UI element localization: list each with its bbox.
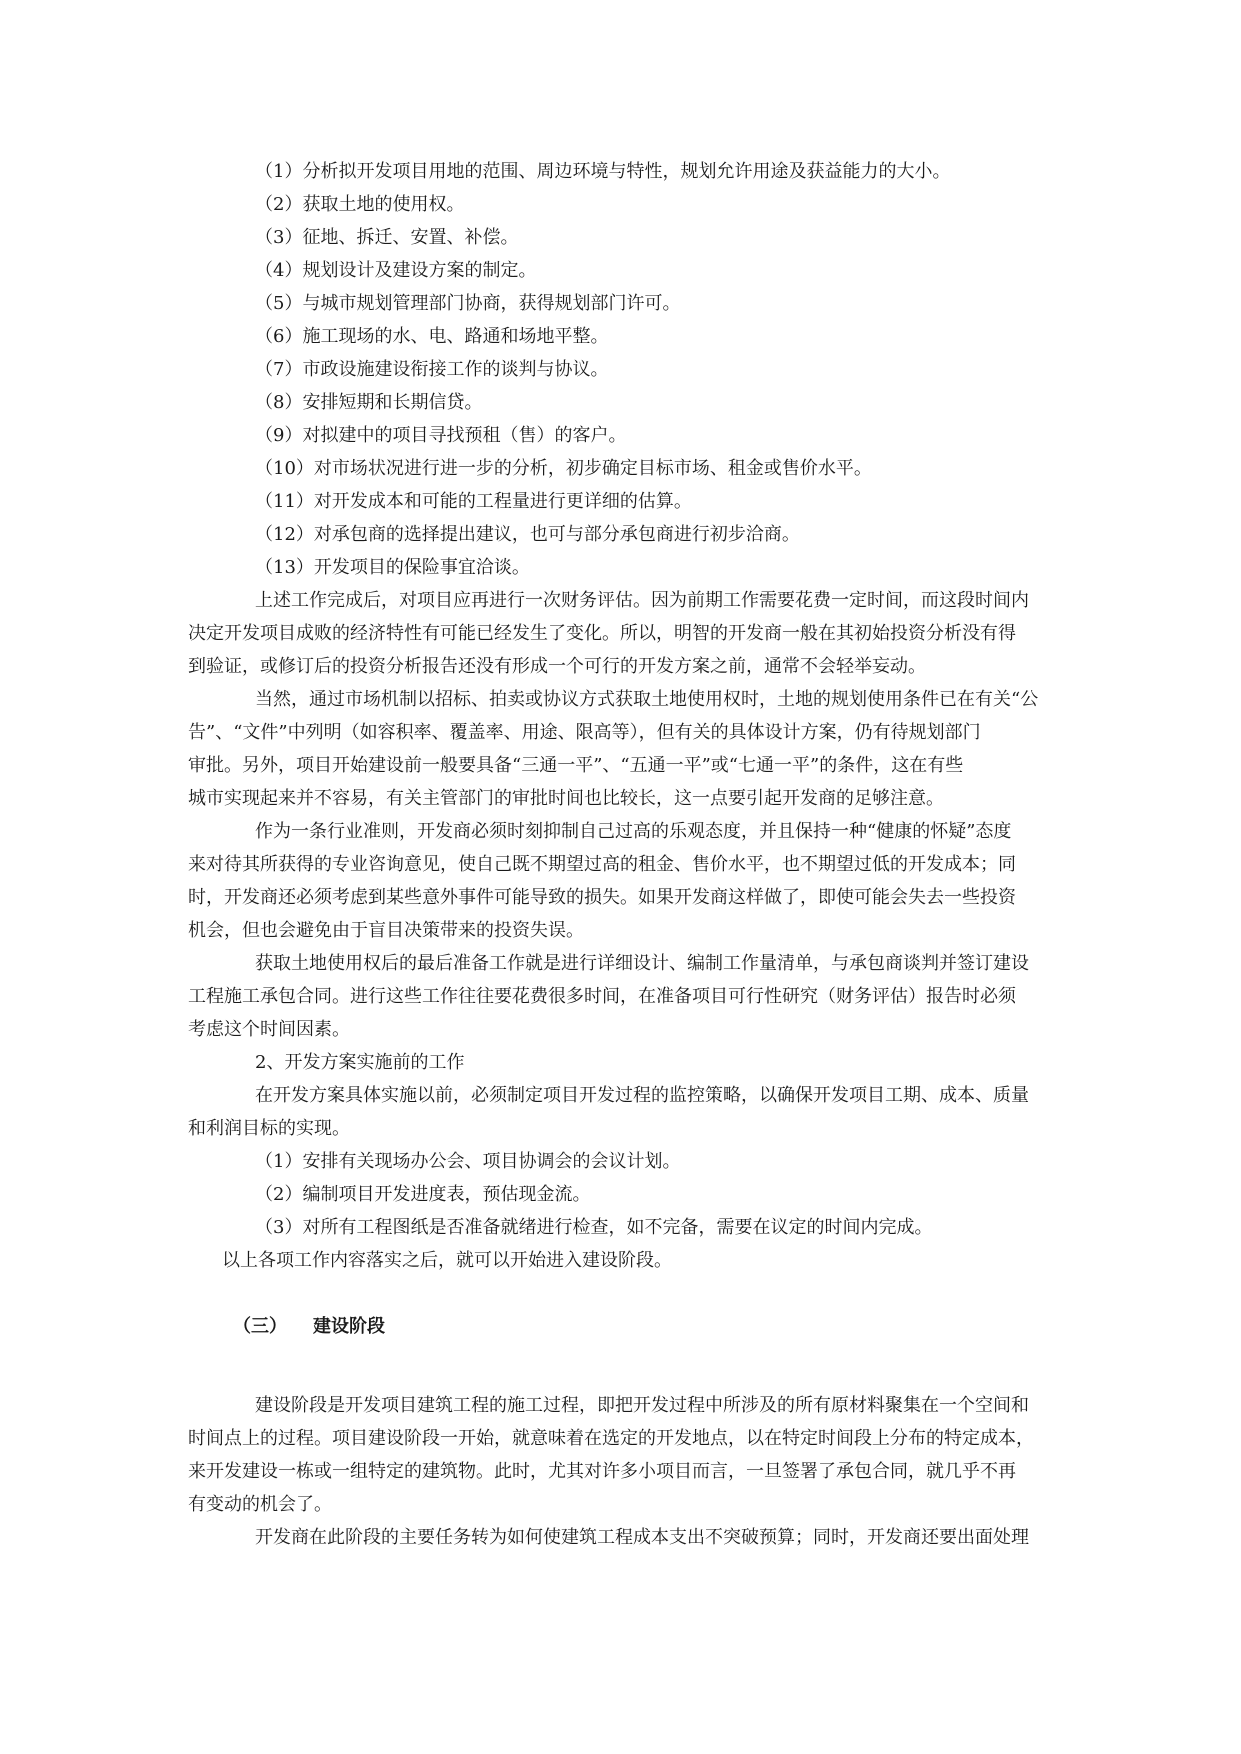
list-item: （7）市政设施建设衔接工作的谈判与协议。: [255, 359, 609, 380]
paragraph-line: 时，开发商还必须考虑到某些意外事件可能导致的损失。如果开发商这样做了，即使可能会失去一些投资: [188, 887, 1016, 908]
paragraph-line: 到验证，或修订后的投资分析报告还没有形成一个可行的开发方案之前，通常不会轻举妄动。: [188, 656, 926, 677]
list-item: （4）规划设计及建设方案的制定。: [255, 260, 537, 281]
list-item: （13）开发项目的保险事宜洽谈。: [255, 557, 530, 578]
list-item: （12）对承包商的选择提出建议，也可与部分承包商进行初步洽商。: [255, 524, 800, 545]
paragraph-line: 来开发建设一栋或一组特定的建筑物。此时，尤其对许多小项目而言，一旦签署了承包合同，就几乎不再: [188, 1461, 1016, 1482]
list-item: （10）对市场状况进行进一步的分析，初步确定目标市场、租金或售价水平。: [255, 458, 872, 479]
paragraph-line: 时间点上的过程。项目建设阶段一开始，就意味着在选定的开发地点，以在特定时间段上分布的特定成本，: [188, 1428, 1034, 1449]
paragraph-line: 上述工作完成后，对项目应再进行一次财务评估。因为前期工作需要花费一定时间，而这段时间内: [255, 590, 1029, 611]
paragraph-line: 机会，但也会避免由于盲目决策带来的投资失误。: [188, 920, 584, 941]
list-item: （6）施工现场的水、电、路通和场地平整。: [255, 326, 609, 347]
paragraph-line: 考虑这个时间因素。: [188, 1019, 350, 1040]
paragraph-line: 作为一条行业准则，开发商必须时刻抑制自己过高的乐观态度，并且保持一种“健康的怀疑”态度: [255, 821, 1012, 842]
list-item: （1）安排有关现场办公会、项目协调会的会议计划。: [255, 1151, 681, 1172]
paragraph-line: 获取土地使用权后的最后准备工作就是进行详细设计、编制工作量清单，与承包商谈判并签订建设: [255, 953, 1029, 974]
paragraph-line: 开发商在此阶段的主要任务转为如何使建筑工程成本支出不突破预算；同时，开发商还要出面处理: [255, 1527, 1029, 1548]
summary-line: 以上各项工作内容落实之后，就可以开始进入建设阶段。: [222, 1250, 672, 1271]
paragraph-line: 和利润目标的实现。: [188, 1118, 350, 1139]
list-item: （5）与城市规划管理部门协商，获得规划部门许可。: [255, 293, 681, 314]
paragraph-line: 工程施工承包合同。进行这些工作往往要花费很多时间，在准备项目可行性研究（财务评估）报告时必须: [188, 986, 1016, 1007]
paragraph-line: 审批。另外，项目开始建设前一般要具备“三通一平”、“五通一平”或“七通一平”的条件，这在有些: [188, 755, 964, 776]
paragraph-line: 当然，通过市场机制以招标、拍卖或协议方式获取土地使用权时，土地的规划使用条件已在有关“公: [255, 689, 1039, 710]
list-item: （11）对开发成本和可能的工程量进行更详细的估算。: [255, 491, 692, 512]
paragraph-line: 来对待其所获得的专业咨询意见，使自己既不期望过高的租金、售价水平，也不期望过低的开发成本；同: [188, 854, 1016, 875]
list-item: （8）安排短期和长期信贷。: [255, 392, 483, 413]
paragraph-line: 建设阶段是开发项目建筑工程的施工过程，即把开发过程中所涉及的所有原材料聚集在一个空间和: [255, 1395, 1029, 1416]
list-item: （2）编制项目开发进度表，预估现金流。: [255, 1184, 591, 1205]
section-heading: [233, 1310, 385, 1343]
section-number: （三）: [233, 1316, 287, 1337]
list-item: （1）分析拟开发项目用地的范围、周边环境与特性，规划允许用途及获益能力的大小。: [255, 161, 951, 182]
paragraph-line: 决定开发项目成败的经济特性有可能已经发生了变化。所以，明智的开发商一般在其初始投资分析没有得: [188, 623, 1016, 644]
section-title: 建设阶段: [313, 1316, 385, 1337]
list-item: （3）征地、拆迁、安置、补偿。: [255, 227, 519, 248]
paragraph-line: 有变动的机会了。: [188, 1494, 332, 1515]
list-item: （3）对所有工程图纸是否准备就绪进行检查，如不完备，需要在议定的时间内完成。: [255, 1217, 933, 1238]
subheading: 2、开发方案实施前的工作: [255, 1052, 465, 1073]
list-item: （2）获取土地的使用权。: [255, 194, 465, 215]
paragraph-line: 告”、“文件”中列明（如容积率、覆盖率、用途、限高等），但有关的具体设计方案，仍有待规划部门: [188, 722, 981, 743]
paragraph-line: 在开发方案具体实施以前，必须制定项目开发过程的监控策略，以确保开发项目工期、成本、质量: [255, 1085, 1029, 1106]
list-item: （9）对拟建中的项目寻找预租（售）的客户。: [255, 425, 627, 446]
paragraph-line: 城市实现起来并不容易，有关主管部门的审批时间也比较长，这一点要引起开发商的足够注意。: [188, 788, 944, 809]
